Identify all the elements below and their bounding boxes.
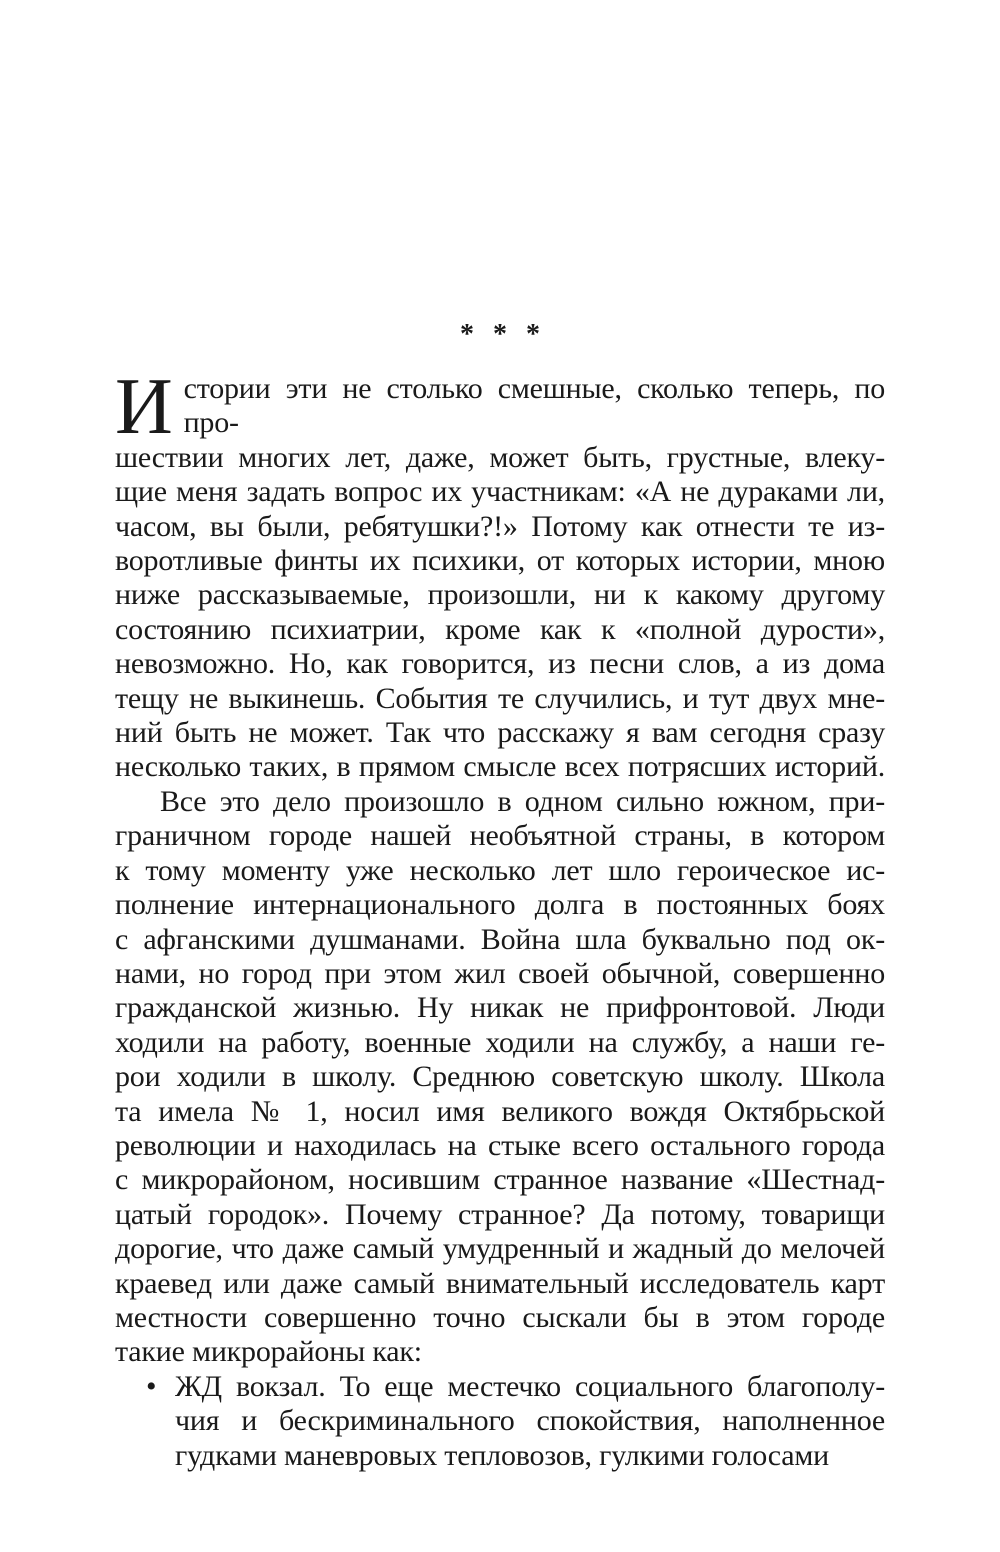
text-line: к тому моменту уже несколько лет шло героическое ис- [115,853,885,887]
text-line: полнение интернационального долга в постоянных боях [115,888,885,922]
text-line: ниже рассказываемые, произошли, ни к какому другому [115,578,885,612]
text-line: краевед или даже самый внимательный исследователь карт [115,1266,885,1300]
text-line: воротливые финты их психики, от которых истории, мною [115,544,885,578]
text-line: с микрорайоном, носившим странное название «Шестнад- [115,1163,885,1197]
bullet-marker: • [146,1369,157,1403]
text-line: местности совершенно точно сыскали бы в этом городе [115,1300,885,1334]
paragraph-dropcap [115,363,885,785]
bullet-item [115,1370,885,1473]
text-line: несколько таких, в прямом смысле всех потрясших историй. [115,750,885,784]
drop-cap: И [115,363,173,451]
text-line: ЖД вокзал. То еще местечко социального благополу- [175,1369,885,1403]
text-line: тещу не выкинешь. События те случились, и тут двух мне- [115,681,885,715]
text-line: шествии многих лет, даже, может быть, грустные, влеку- [115,440,885,474]
page-text [115,363,885,1473]
text-line: состоянию психиатрии, кроме как к «полной дурости», [115,612,885,646]
text-line: нами, но город при этом жил своей обычной, совершенно [115,956,885,990]
text-line: невозможно. Но, как говорится, из песни слов, а из дома [115,647,885,681]
text-line: стории эти не столько смешные, сколько теперь, по про- [183,372,885,440]
text-line: гражданской жизнью. Ну никак не прифронтовой. Люди [115,991,885,1025]
text-line: революции и находилась на стыке всего остального города [115,1128,885,1162]
text-line: цатый городок». Почему странное? Да потому, товарищи [115,1197,885,1231]
text-line: дорогие, что даже самый умудренный и жадный до мелочей [115,1232,885,1266]
text-line: граничном городе нашей необъятной страны, в котором [115,819,885,853]
text-line: та имела № 1, носил имя великого вождя Октябрьской [115,1094,885,1128]
section-separator: * * * [460,319,546,350]
text-line: такие микрорайоны как: [115,1335,422,1369]
text-line: ходили на работу, военные ходили на службу, а наши ге- [115,1025,885,1059]
text-line: Все это дело произошло в одном сильно южном, при- [160,784,885,818]
text-line: часом, вы были, ребятушки?!» Потому как отнести те из- [115,509,885,543]
paragraph-indented [115,785,885,1370]
text-line: ний быть не может. Так что расскажу я вам сегодня сразу [115,716,885,750]
text-line: с афганскими душманами. Война шла буквально под ок- [115,922,885,956]
text-line: гудками маневровых тепловозов, гулкими голосами [175,1438,829,1472]
text-line: рои ходили в школу. Среднюю советскую школу. Школа [115,1060,885,1094]
text-line: чия и бескриминального спокойствия, наполненное [175,1404,885,1438]
text-line: щие меня задать вопрос их участникам: «А не дураками ли, [115,475,885,509]
